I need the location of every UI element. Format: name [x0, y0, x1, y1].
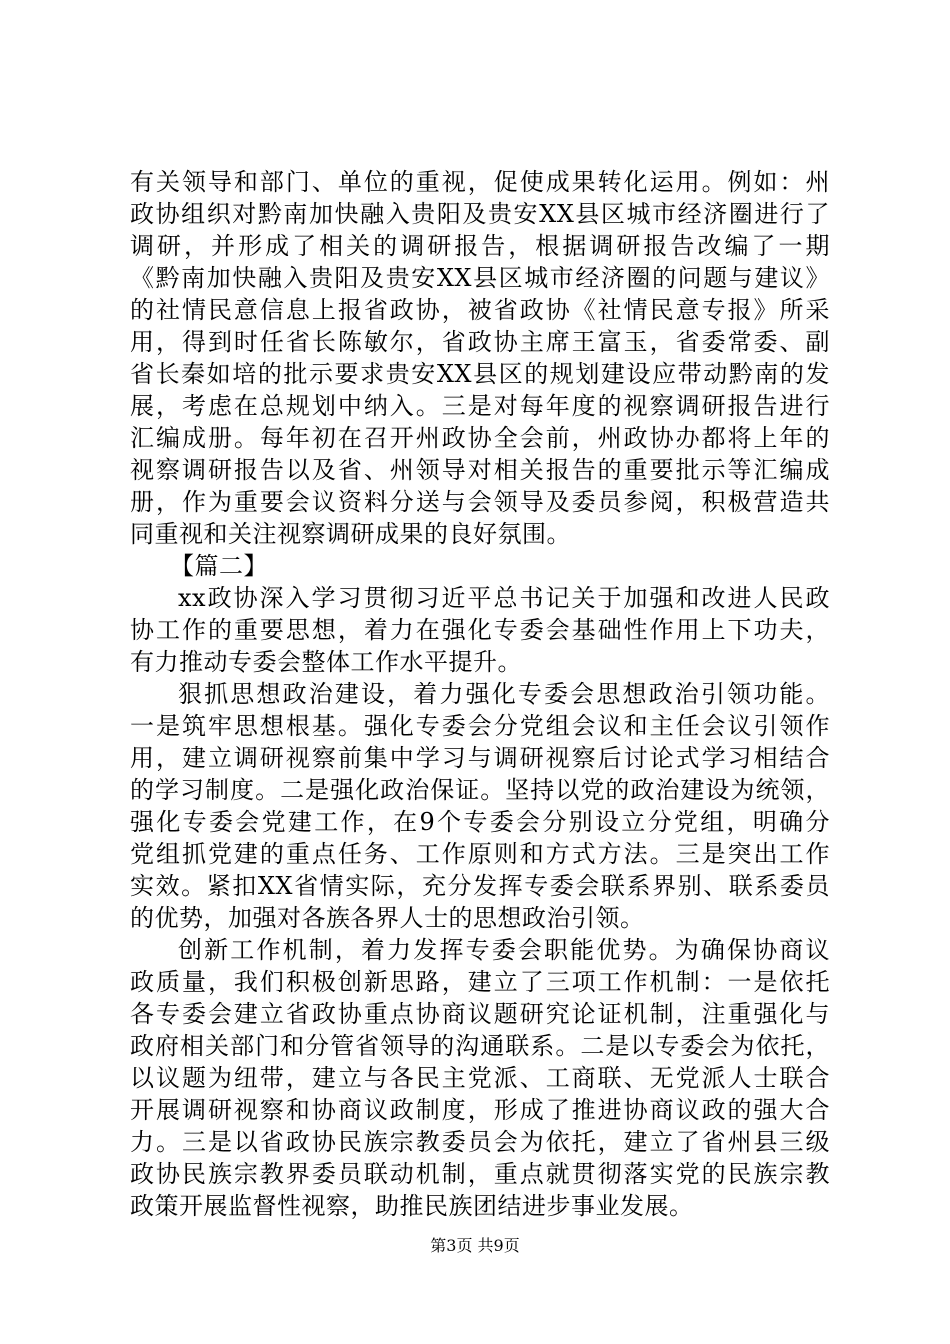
- text-line: xx政协深入学习贯彻习近平总书记关于加强和改进人民政: [178, 584, 830, 612]
- text-line: 政协民族宗教界委员联动机制，重点就贯彻落实党的民族宗教: [130, 1160, 830, 1188]
- text-line: 的优势，加强对各族各界人士的思想政治引领。: [130, 904, 645, 932]
- text-line: 政策开展监督性视察，助推民族团结进步事业发展。: [130, 1192, 694, 1220]
- paragraph: [130, 166, 830, 550]
- text-line: 视察调研报告以及省、州领导对相关报告的重要批示等汇编成: [130, 456, 830, 484]
- text-line: 调研，并形成了相关的调研报告，根据调研报告改编了一期: [130, 232, 830, 260]
- text-line: 用，得到时任省长陈敏尔，省政协主席王富玉，省委常委、副: [130, 328, 830, 356]
- text-line: 的学习制度。二是强化政治保证。坚持以党的政治建设为统领，: [130, 776, 830, 804]
- text-line: 政质量，我们积极创新思路，建立了三项工作机制：一是依托: [130, 968, 830, 996]
- text-line: 政协组织对黔南加快融入贵阳及贵安XX县区城市经济圈进行了: [130, 200, 830, 228]
- text-line: 有关领导和部门、单位的重视，促使成果转化运用。例如：州: [130, 168, 830, 196]
- text-line: 创新工作机制，着力发挥专委会职能优势。为确保协商议: [178, 936, 830, 964]
- paragraph: [130, 934, 830, 1222]
- text-line: 力。三是以省政协民族宗教委员会为依托，建立了省州县三级: [130, 1128, 830, 1156]
- text-line: 汇编成册。每年初在召开州政协全会前，州政协办都将上年的: [130, 424, 830, 452]
- text-line: 开展调研视察和协商议政制度，形成了推进协商议政的强大合: [130, 1096, 830, 1124]
- text-line: 的社情民意信息上报省政协，被省政协《社情民意专报》所采: [130, 296, 830, 324]
- text-line: 《黔南加快融入贵阳及贵安XX县区城市经济圈的问题与建议》: [130, 264, 830, 292]
- text-line: 用，建立调研视察前集中学习与调研视察后讨论式学习相结合: [130, 744, 830, 772]
- text-line: 省长秦如培的批示要求贵安XX县区的规划建设应带动黔南的发: [130, 360, 830, 388]
- text-line: 有力推动专委会整体工作水平提升。: [130, 648, 522, 676]
- text-line: 党组抓党建的重点任务、工作原则和方式方法。三是突出工作: [130, 840, 830, 868]
- text-line: 强化专委会党建工作，在9个专委会分别设立分党组，明确分: [130, 808, 830, 836]
- document-body: [130, 166, 830, 1222]
- text-line: 实效。紧扣XX省情实际，充分发挥专委会联系界别、联系委员: [130, 872, 830, 900]
- text-line: 狠抓思想政治建设，着力强化专委会思想政治引领功能。: [178, 680, 830, 708]
- text-line: 册，作为重要会议资料分送与会领导及委员参阅，积极营造共: [130, 488, 830, 516]
- page-footer: 第3页 共9页: [430, 1236, 520, 1255]
- paragraph: [130, 678, 830, 934]
- text-line: 各专委会建立省政协重点协商议题研究论证机制，注重强化与: [130, 1000, 830, 1028]
- text-line: 以议题为纽带，建立与各民主党派、工商联、无党派人士联合: [130, 1064, 830, 1092]
- paragraph: [130, 582, 830, 678]
- text-line: 协工作的重要思想，着力在强化专委会基础性作用上下功夫，: [130, 616, 830, 644]
- text-line: 展，考虑在总规划中纳入。三是对每年度的视察调研报告进行: [130, 392, 830, 420]
- text-line: 同重视和关注视察调研成果的良好氛围。: [130, 520, 571, 548]
- text-line: 一是筑牢思想根基。强化专委会分党组会议和主任会议引领作: [130, 712, 830, 740]
- text-line: 政府相关部门和分管省领导的沟通联系。二是以专委会为依托，: [130, 1032, 830, 1060]
- section-heading: [130, 550, 830, 582]
- text-line: 【篇二】: [170, 552, 268, 580]
